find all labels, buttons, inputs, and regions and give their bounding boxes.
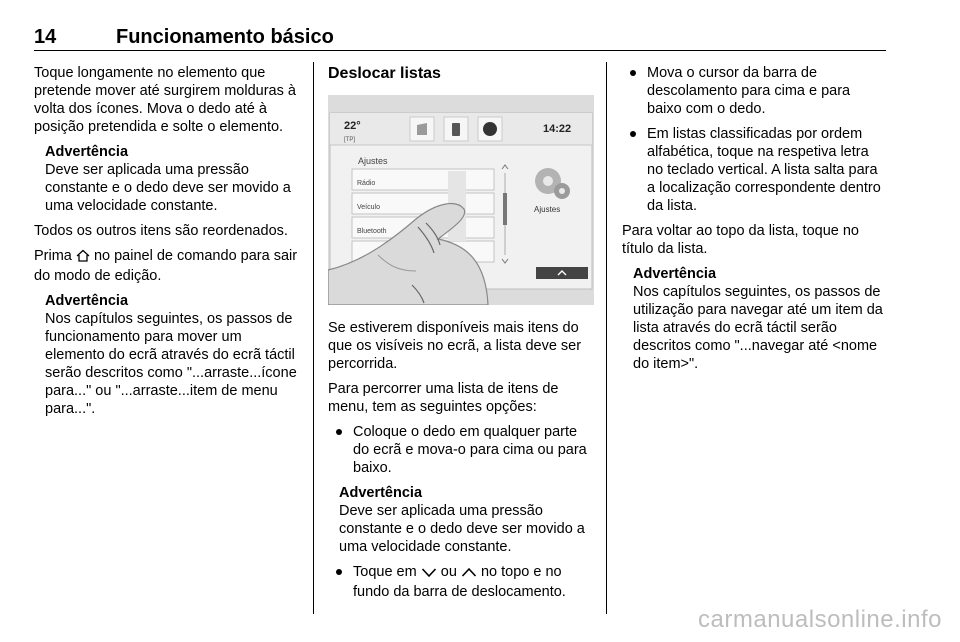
- paragraph: Para voltar ao topo da lista, toque no título da lista.: [622, 223, 859, 257]
- bullet-dot: [336, 429, 342, 435]
- column-divider: [606, 62, 607, 614]
- bullet-item: Toque em ou no topo e no fundo da barra de deslocamento.: [328, 563, 594, 601]
- bullet-dot: [630, 70, 636, 76]
- paragraph: Toque longamente no elemento que pretende mover até surgirem molduras à volta dos ícones. Mova o dedo até à posição pretendida e solte o elemento.: [34, 65, 296, 135]
- note-title: Advertência: [45, 144, 129, 160]
- paragraph: Se estiverem disponíveis mais itens do que os visíveis no ecrã, a lista deve ser percorrida.: [328, 320, 582, 372]
- column-1: [34, 64, 300, 425]
- screen-list-item: Veículo: [357, 204, 380, 211]
- bullet-dot: [336, 569, 342, 575]
- note-box: [34, 143, 300, 215]
- screen-temperature: 22°: [344, 120, 361, 132]
- screen-list-item: Bluetooth: [357, 228, 387, 235]
- paragraph: Para percorrer uma lista de itens de menu, tem as seguintes opções:: [328, 381, 559, 415]
- screen-list-item: Rádio: [357, 180, 376, 187]
- chevron-down-icon: [421, 565, 437, 583]
- note-box: [622, 265, 888, 373]
- section-heading: Deslocar listas: [328, 65, 441, 82]
- page-number: 14: [34, 26, 57, 48]
- note-title: Advertência: [633, 266, 717, 282]
- screen-time: 14:22: [543, 123, 572, 135]
- touchscreen-photo: [328, 95, 594, 305]
- bullet-item: Mova o cursor da barra de descolamento para cima e para baixo com o dedo.: [622, 64, 888, 118]
- screen-settings-label: Ajustes: [534, 205, 561, 214]
- note-title: Advertência: [339, 485, 423, 501]
- page-title: Funcionamento básico: [116, 26, 334, 48]
- bullet-item: Em listas classificadas por ordem alfabética, toque na respetiva letra no teclado vertical. A lista salta para a localização correspondente dentro da lista.: [622, 125, 888, 215]
- note-box: [328, 484, 594, 556]
- bullet-item: Coloque o dedo em qualquer parte do ecrã e mova-o para cima ou para baixo.: [328, 423, 594, 477]
- home-icon: [76, 249, 90, 267]
- column-3: [622, 64, 888, 380]
- note-box: [34, 292, 300, 418]
- page-header: [34, 26, 886, 51]
- watermark: carmanualsonline.info: [698, 606, 942, 633]
- note-body: Deve ser aplicada uma pressão constante e o dedo deve ser movido a uma velocidade constante.: [339, 503, 585, 555]
- note-title: Advertência: [45, 293, 129, 309]
- note-body: Deve ser aplicada uma pressão constante e o dedo deve ser movido a uma velocidade constante.: [45, 162, 291, 214]
- note-body: Nos capítulos seguintes, os passos de funcionamento para mover um elemento do ecrã através do ecrã táctil serão descritos como "...arraste...ícone para..." ou "...arraste...item de menu para...".: [45, 311, 297, 417]
- paragraph: Prima no painel de comando para sair do modo de edição.: [34, 248, 298, 284]
- column-2: [328, 64, 594, 608]
- screen-menu-title: Ajustes: [358, 156, 388, 166]
- bullet-dot: [630, 131, 636, 137]
- column-divider: [313, 62, 314, 614]
- paragraph: Todos os outros itens são reordenados.: [34, 223, 288, 239]
- note-body: Nos capítulos seguintes, os passos de utilização para navegar até um item da lista através do ecrã táctil serão descritos como "...navegar até <nome do item>".: [633, 284, 883, 372]
- screen-tp: [TP]: [344, 137, 356, 143]
- chevron-up-icon: [461, 565, 477, 583]
